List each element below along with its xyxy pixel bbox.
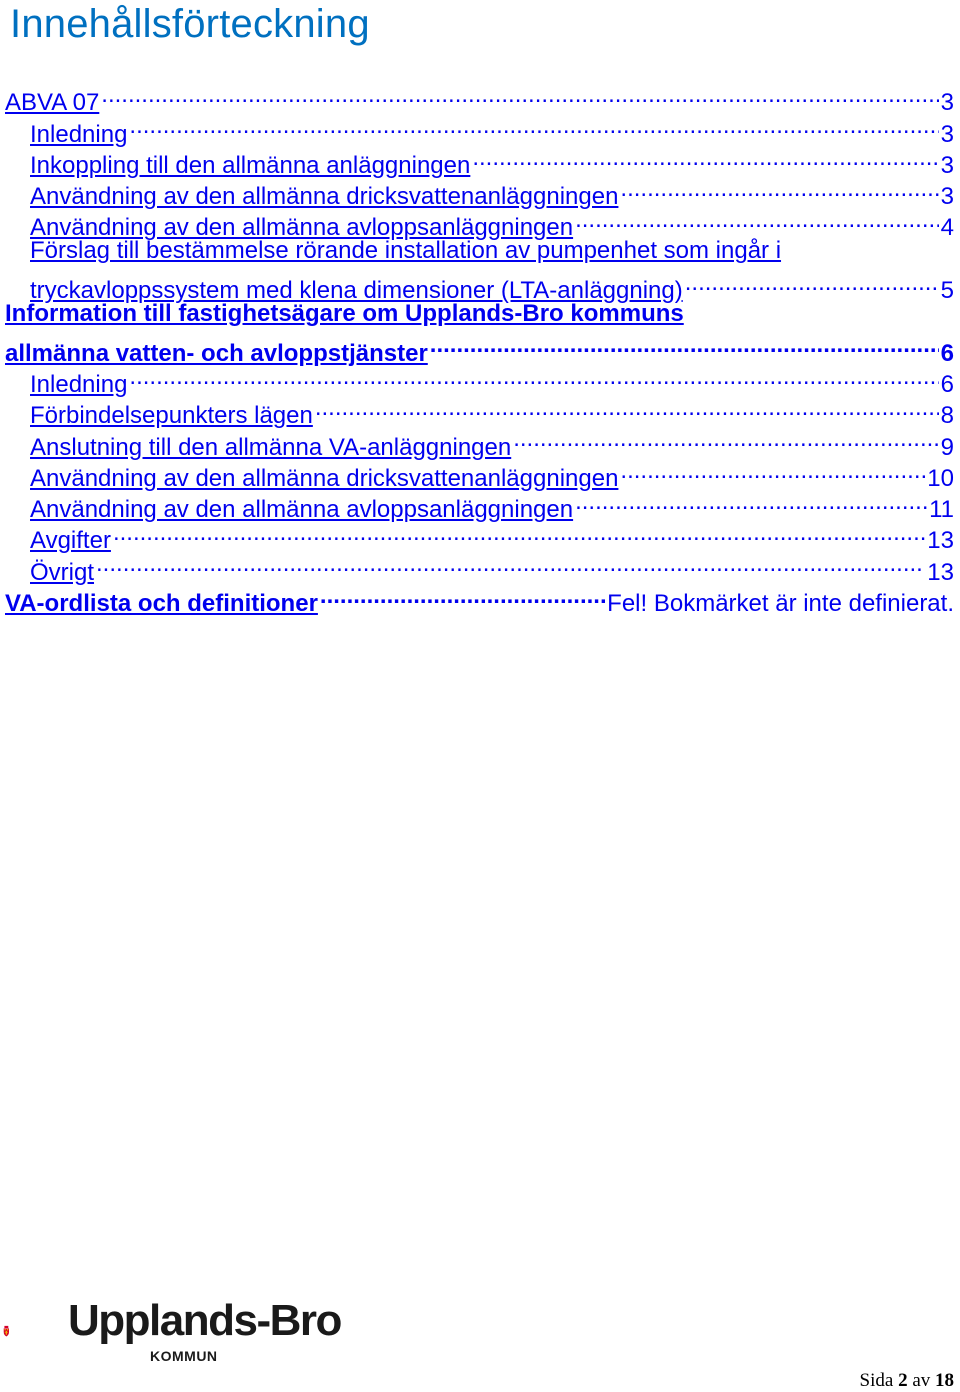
toc-leader — [472, 142, 938, 173]
toc-entry-label[interactable]: Övrigt — [30, 558, 95, 586]
toc-entry-label[interactable]: Användning av den allmänna avloppsanläggningen — [30, 496, 574, 524]
toc-entry-page: 10 — [927, 464, 954, 492]
toc-leader — [575, 204, 939, 235]
toc-entry-page: 3 — [940, 120, 954, 148]
toc-entry-abva-07[interactable] — [0, 79, 960, 117]
toc-entry-anslutning[interactable] — [0, 423, 960, 461]
page-number-footer — [860, 1370, 954, 1392]
table-of-contents — [0, 79, 960, 618]
footer-separator: av — [912, 1370, 931, 1391]
toc-leader — [129, 361, 938, 392]
toc-entry-label[interactable]: Användning av den allmänna dricksvattenanläggningen — [30, 464, 619, 492]
toc-entry-ovrigt[interactable] — [0, 548, 960, 586]
toc-entry-label[interactable]: Anslutning till den allmänna VA-anläggningen — [30, 433, 512, 461]
toc-leader — [113, 517, 925, 548]
toc-entry-page: 8 — [940, 402, 954, 430]
toc-entry-page-error: Fel! Bokmärket är inte definierat. — [607, 590, 954, 618]
toc-leader — [320, 580, 605, 611]
toc-entry-page: 3 — [940, 151, 954, 179]
toc-entry-page: 11 — [929, 496, 954, 524]
toc-entry-forslag-line1[interactable] — [0, 235, 960, 266]
toc-entry-label[interactable]: tryckavloppssystem med klena dimensioner (LTA-anläggning) — [30, 277, 683, 305]
footer-total-pages: 18 — [935, 1370, 954, 1391]
toc-entry-page: 6 — [940, 370, 954, 398]
toc-entry-inledning-2[interactable] — [0, 361, 960, 398]
toc-leader — [129, 110, 938, 141]
toc-entry-label[interactable]: Användning av den allmänna avloppsanläggningen — [30, 214, 574, 242]
toc-entry-avlopp-2[interactable] — [0, 486, 960, 524]
toc-entry-va-ordlista[interactable] — [0, 580, 960, 618]
upplands-bro-crest-icon — [3, 1300, 63, 1362]
toc-entry-page: 3 — [940, 183, 954, 211]
toc-leader — [430, 329, 939, 360]
toc-entry-inledning[interactable] — [0, 110, 960, 148]
logo-subtitle: KOMMUN — [150, 1348, 218, 1364]
toc-entry-inkoppling[interactable] — [0, 142, 960, 179]
toc-entry-forbindelsepunkter[interactable] — [0, 392, 960, 430]
toc-entry-page: 13 — [927, 527, 954, 555]
toc-leader — [575, 486, 927, 517]
toc-entry-information-line1[interactable] — [0, 298, 960, 329]
toc-leader — [96, 548, 925, 579]
toc-entry-label[interactable]: Avgifter — [30, 527, 111, 555]
logo-wordmark: Upplands-Bro — [68, 1296, 341, 1345]
toc-entry-label[interactable]: Inledning — [30, 370, 128, 398]
toc-leader — [620, 455, 925, 486]
toc-entry-dricksvatten[interactable] — [0, 173, 960, 211]
toc-leader — [513, 423, 938, 454]
toc-entry-page: 4 — [940, 214, 954, 242]
toc-entry-label[interactable]: ABVA 07 — [5, 89, 100, 117]
toc-entry-label[interactable]: Användning av den allmänna dricksvattenanläggningen — [30, 183, 619, 211]
toc-entry-label[interactable]: Inkoppling till den allmänna anläggningen — [30, 151, 471, 179]
toc-entry-label[interactable]: allmänna vatten- och avloppstjänster — [5, 339, 428, 367]
toc-entry-label-line1[interactable]: Förslag till bestämmelse rörande installation av pumpenhet som ingår i — [30, 237, 782, 265]
toc-entry-page: 13 — [927, 558, 954, 586]
toc-leader — [620, 173, 938, 204]
toc-entry-avgifter[interactable] — [0, 517, 960, 555]
page-title: Innehållsförteckning — [10, 2, 370, 46]
toc-entry-label[interactable]: Förbindelsepunkters lägen — [30, 402, 313, 430]
toc-entry-information[interactable] — [0, 329, 960, 367]
toc-entry-label[interactable]: Inledning — [30, 120, 128, 148]
toc-entry-label[interactable]: VA-ordlista och definitioner — [5, 590, 318, 618]
toc-entry-page: 9 — [940, 433, 954, 461]
toc-entry-page: 6 — [940, 339, 954, 367]
footer-prefix: Sida — [859, 1370, 894, 1391]
toc-entry-page: 5 — [940, 277, 954, 305]
toc-entry-avlopp[interactable] — [0, 204, 960, 242]
toc-entry-forslag[interactable] — [0, 267, 960, 305]
toc-leader — [685, 267, 939, 298]
toc-leader — [101, 79, 938, 110]
toc-entry-page: 3 — [940, 89, 954, 117]
toc-leader — [315, 392, 939, 423]
footer-current-page: 2 — [898, 1370, 908, 1391]
toc-entry-label-line1[interactable]: Information till fastighetsägare om Upplands-Bro kommuns — [5, 300, 684, 328]
toc-entry-dricksvatten-2[interactable] — [0, 455, 960, 492]
